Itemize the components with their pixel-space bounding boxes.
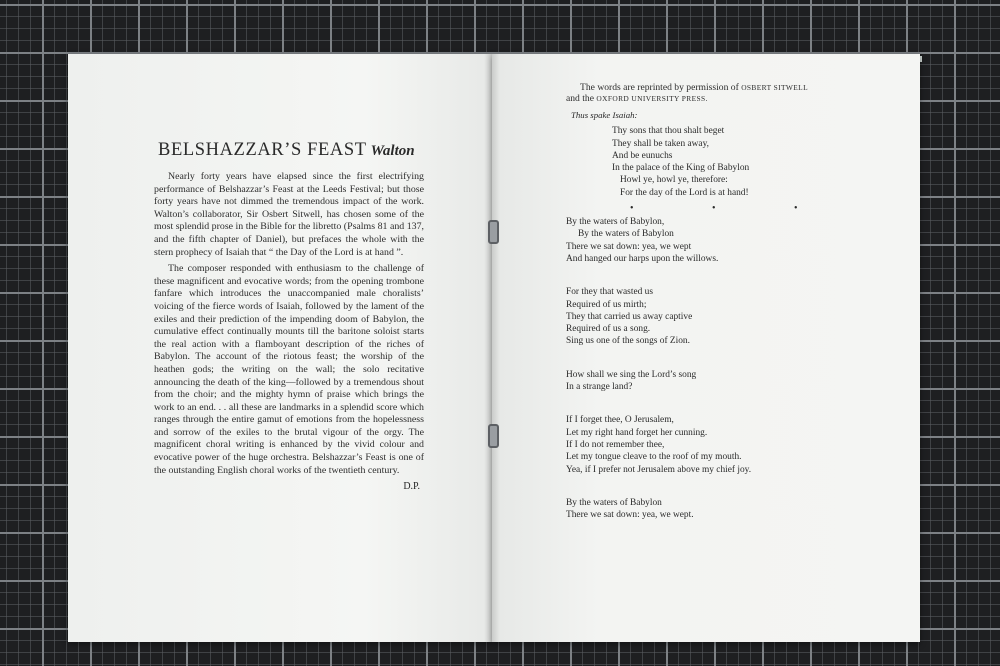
lyric-line: Thy sons that thou shalt beget [612, 126, 725, 137]
lyrics [566, 109, 896, 521]
lyric-line: For they that wasted us [566, 287, 653, 298]
lyric-line: Howl ye, howl ye, therefore: [620, 175, 728, 186]
page-title [158, 140, 424, 161]
essay [154, 140, 424, 492]
stanza-2 [566, 286, 896, 347]
lyric-line: In the palace of the King of Babylon [612, 163, 750, 174]
lyric-line: If I do not remember thee, [566, 439, 665, 450]
stanza-5 [566, 497, 896, 522]
lyric-line: By the waters of Babylon [566, 497, 662, 508]
lyric-line: There we sat down: yea, we wept. [566, 510, 694, 521]
permission-note [566, 82, 896, 104]
section-separator: • • • [630, 203, 836, 215]
stanza-4 [566, 414, 896, 475]
author-initials: D.P. [403, 481, 420, 493]
right-page [492, 54, 920, 642]
lyric-line: In a strange land? [566, 382, 633, 393]
lyric-line: Required of us a song. [566, 324, 651, 335]
program-booklet [68, 54, 920, 642]
lyric-line: Required of us mirth; [566, 299, 647, 310]
lyric-line: Let my tongue cleave to the roof of my mouth. [566, 452, 742, 463]
composer-name: Walton [370, 143, 415, 159]
essay-paragraph-1: Nearly forty years have elapsed since the first electrifying performance of Belshazzar’s Feast at the Leeds Festival; but those forty years have not dimmed the tremendous impact of the work. Walton’s collaborator, Sir Osbert Sitwell, has chosen some of the most splendid prose in the Bible for the libretto (Psalms 81 and 137, and the fifth chapter of Daniel), but prefaces the whole with the stern prophecy of Isaiah that “ the Day of the Lord is at hand ”. [154, 171, 424, 258]
section-heading: Thus spake Isaiah: [571, 110, 638, 120]
work-title: BELSHAZZAR’S FEAST [158, 140, 367, 160]
permission-name: OSBERT SITWELL [741, 83, 808, 92]
lyric-line: By the waters of Babylon, [566, 217, 665, 228]
lyric-line: They that carried us away captive [566, 311, 693, 322]
stanza-3 [566, 369, 896, 394]
lyric-line: And hanged our harps upon the willows. [566, 253, 719, 264]
lyric-line: There we sat down: yea, we wept [566, 241, 692, 252]
lyric-line: Sing us one of the songs of Zion. [566, 336, 690, 347]
lyric-line: They shall be taken away, [612, 138, 710, 149]
lyric-line: And be eunuchs [612, 150, 673, 161]
staple-top [488, 220, 499, 244]
lyric-line: By the waters of Babylon [578, 229, 674, 240]
lyric-line: For the day of the Lord is at hand! [620, 187, 749, 198]
lyric-line: Let my right hand forget her cunning. [566, 427, 708, 438]
lyric-line: Yea, if I prefer not Jerusalem above my chief joy. [566, 464, 752, 475]
essay-paragraph-2: The composer responded with enthusiasm to the challenge of these magnificent and evocative words; from the opening trombone fanfare which introduces the unaccompanied male choralists’ voicing of the fierce words of Isaiah, followed by the lament of the exiles and their prediction of the impending doom of Babylon, the cumulative effect continually mounts till the baritone soloist starts the real action with a flamboyant description of the riches of Babylon. The account of the riotous feast; the worship of the heathen gods; the writing on the wall; the solo recitative announcing the death of the king—followed by a tremendous shout from the choir; and the mighty hymn of praise which brings the work to an end. . . all these are landmarks in a splendid score which ranges through the entire gamut of emotions from the hopelessness and sorrow of the exiles to the brutal vigour of the orgy. The magnificent choral writing is enhanced by the vivid colour and evocative power of the huge orchestra. Belshazzar’s Feast is one of the outstanding English choral works of the twentieth century. [154, 263, 424, 476]
permission-text-2: and the [566, 93, 597, 104]
permission-text: The words are reprinted by permission of [580, 82, 742, 93]
permission-press: OXFORD UNIVERSITY PRESS. [596, 94, 708, 103]
stanza-1 [566, 216, 896, 265]
left-page [68, 54, 492, 642]
lyric-line: If I forget thee, O Jerusalem, [566, 415, 674, 426]
booklet-spine [484, 54, 500, 642]
libretto [566, 82, 896, 542]
isaiah-stanza [566, 125, 896, 199]
lyric-line: How shall we sing the Lord’s song [566, 369, 697, 380]
staple-bottom [488, 424, 499, 448]
